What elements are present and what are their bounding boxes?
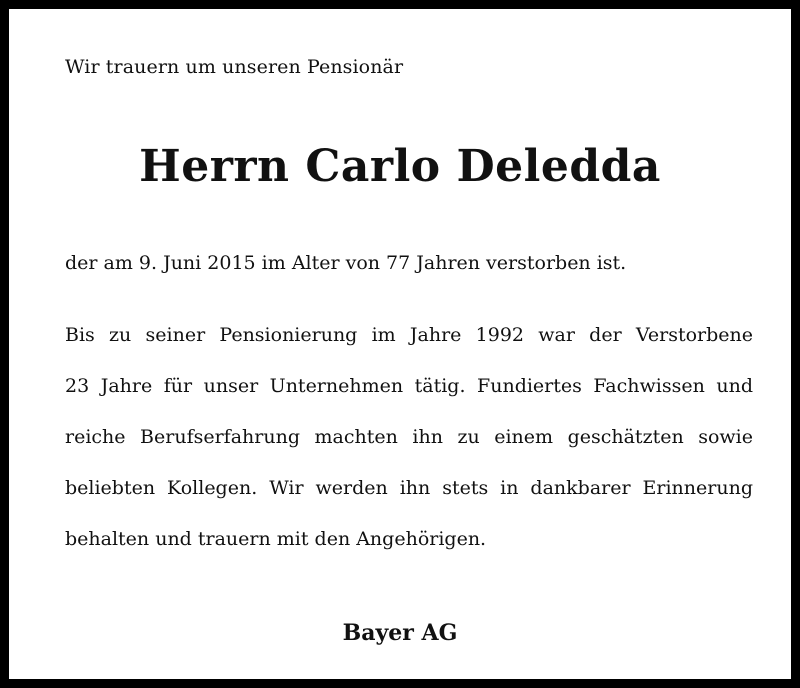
tribute-paragraph	[65, 315, 753, 570]
intro-line: Wir trauern um unseren Pensionär	[65, 56, 404, 78]
tribute-line: 23 Jahre für unser Unternehmen tätig. Fundiertes Fachwissen und	[65, 375, 753, 397]
tribute-line: behalten und trauern mit den Angehörigen.	[65, 528, 487, 550]
tribute-line: beliebten Kollegen. Wir werden ihn stets in dankbarer Erinnerung	[65, 477, 753, 499]
deceased-name: Herrn Carlo Deledda	[139, 141, 661, 192]
company-signature: Bayer AG	[342, 620, 458, 646]
death-details: der am 9. Juni 2015 im Alter von 77 Jahren verstorben ist.	[65, 252, 627, 274]
tribute-line: Bis zu seiner Pensionierung im Jahre 1992 war der Verstorbene	[65, 324, 753, 346]
tribute-line: reiche Berufserfahrung machten ihn zu einem geschätzten sowie	[65, 426, 753, 448]
